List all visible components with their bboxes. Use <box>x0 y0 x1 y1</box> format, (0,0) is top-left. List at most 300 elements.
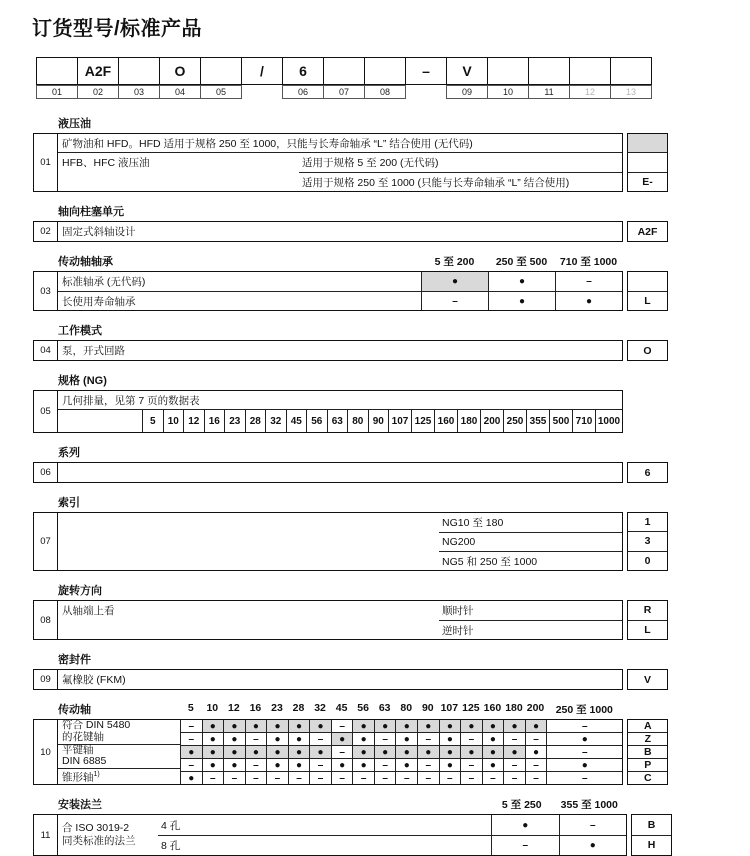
code-column <box>627 719 668 785</box>
section-content <box>58 719 623 785</box>
position-number-gap <box>405 85 447 99</box>
code-cell: R <box>643 604 652 617</box>
matrix-cell: ● <box>525 720 547 732</box>
matrix-cell: – <box>491 836 559 855</box>
header-cell: 12 <box>228 702 240 714</box>
size-row <box>58 410 622 432</box>
matrix-cell: – <box>202 772 224 784</box>
position-number: 04 <box>159 85 201 99</box>
row-label <box>58 720 180 744</box>
row-label <box>58 815 158 855</box>
matrix-cell: ● <box>202 720 224 732</box>
header-cell: 16 <box>204 410 225 432</box>
header-cell: 125 <box>411 410 434 432</box>
position-number-row <box>36 85 750 99</box>
matrix-cell: ● <box>309 720 331 732</box>
header-cell: 80 <box>347 410 368 432</box>
matrix-cell: ● <box>488 272 555 291</box>
position-cell: 04 <box>33 340 58 361</box>
matrix-cell: ● <box>266 759 288 771</box>
matrix-cell: ● <box>439 720 461 732</box>
matrix-cell: – <box>180 720 202 732</box>
code-cell: A <box>644 720 652 732</box>
matrix-cell: ● <box>288 746 310 758</box>
matrix-cell: ● <box>202 733 224 745</box>
matrix-cell: – <box>245 772 267 784</box>
matrix-cell: ● <box>223 733 245 745</box>
header-cell: 500 <box>549 410 572 432</box>
position-number: 10 <box>487 85 529 99</box>
code-cell: A2F <box>637 225 658 238</box>
header-cell: 180 <box>457 410 480 432</box>
code-box <box>36 57 78 85</box>
matrix-cell: – <box>421 292 488 310</box>
section-drive-shaft-bearing <box>33 255 750 311</box>
table-row <box>180 732 622 745</box>
table-row <box>180 720 622 732</box>
matrix-cell: ● <box>266 733 288 745</box>
table-row <box>158 815 626 835</box>
section-mounting-flange <box>33 798 750 856</box>
matrix-cell: – <box>546 720 622 732</box>
matrix-cell: ● <box>460 720 482 732</box>
matrix-cell: ● <box>266 720 288 732</box>
section-axial-piston-unit <box>33 205 750 242</box>
section-content <box>58 133 623 192</box>
code-cell: L <box>628 620 667 640</box>
row-label: HFB、HFC 液压油 <box>62 157 150 169</box>
code-box: 6 <box>282 57 324 85</box>
code-column <box>627 600 668 640</box>
header-cell: 710 <box>572 410 595 432</box>
matrix-cell: ● <box>525 746 547 758</box>
position-cell: 02 <box>33 221 58 242</box>
matrix-cell: ● <box>374 746 396 758</box>
row-label-line: 锥形轴$^{1)}$ <box>62 771 100 784</box>
header-cell: 10 <box>163 410 184 432</box>
footnote-marker: 1) <box>93 771 100 778</box>
header-cell: 5 <box>142 410 163 432</box>
column-header: 5 至 250 <box>501 799 542 811</box>
position-number: 06 <box>282 85 324 99</box>
header-cell: 12 <box>183 410 204 432</box>
section-content <box>58 271 623 311</box>
section-drive-shaft <box>33 703 750 785</box>
code-column <box>631 814 672 856</box>
header-cell: 1000 <box>595 410 622 432</box>
ordering-code-grid <box>36 57 750 99</box>
code-cell: B <box>628 745 667 758</box>
matrix-cell: ● <box>503 720 525 732</box>
table-row <box>180 771 622 784</box>
row-label <box>58 768 180 784</box>
empty-cell <box>58 410 142 432</box>
section-direction-of-rotation <box>33 584 750 640</box>
header-cell: 23 <box>271 702 283 714</box>
header-cell: 250 至 1000 <box>555 704 613 716</box>
matrix-cell: ● <box>559 836 627 855</box>
matrix-cell: – <box>245 759 267 771</box>
matrix-cell: – <box>288 772 310 784</box>
section-index <box>33 496 750 571</box>
matrix-cell: ● <box>352 746 374 758</box>
section-heading: 索引 <box>58 497 80 509</box>
header-cell: 56 <box>357 702 369 714</box>
section-heading: 密封件 <box>58 654 91 666</box>
row-label: 长使用寿命轴承 <box>62 295 136 308</box>
matrix-cell: ● <box>439 746 461 758</box>
code-cell: L <box>628 291 667 311</box>
row-label <box>58 744 180 769</box>
matrix-cell: ● <box>482 759 504 771</box>
table-row <box>58 463 622 482</box>
matrix-cell: ● <box>352 733 374 745</box>
position-number: 11 <box>528 85 570 99</box>
section-operating-mode <box>33 324 750 361</box>
position-cell: 08 <box>33 600 58 640</box>
matrix-cell: – <box>352 772 374 784</box>
matrix-cell: – <box>559 815 627 835</box>
code-box <box>364 57 406 85</box>
position-number: 13 <box>610 85 652 99</box>
table-row-group <box>58 153 622 210</box>
table-row: 氟橡胶 (FKM) <box>62 674 126 686</box>
matrix-cell: ● <box>352 720 374 732</box>
header-cell: 45 <box>335 702 348 714</box>
matrix-cell: – <box>180 733 202 745</box>
table-row: 逆时针 <box>439 620 622 639</box>
matrix-cell: ● <box>309 746 331 758</box>
header-cell: 125 <box>462 702 480 714</box>
matrix-cell: – <box>460 759 482 771</box>
matrix-cell: ● <box>395 733 417 745</box>
code-column <box>627 462 668 483</box>
matrix-cell: – <box>525 759 547 771</box>
matrix-cell: ● <box>331 733 353 745</box>
matrix-cell: ● <box>395 720 417 732</box>
header-cell: 90 <box>421 702 434 714</box>
table-row: 适用于规格 250 至 1000 (只能与长寿命轴承 “L” 结合使用) <box>299 172 622 191</box>
matrix-cell: ● <box>288 720 310 732</box>
matrix-cell: ● <box>395 759 417 771</box>
section-content <box>58 462 623 483</box>
code-cell: C <box>628 771 667 784</box>
matrix-cell: ● <box>202 746 224 758</box>
matrix-cell: ● <box>417 720 439 732</box>
matrix-cell: ● <box>223 720 245 732</box>
matrix-cell: – <box>331 772 353 784</box>
table-row <box>58 272 622 291</box>
matrix-cell: ● <box>245 746 267 758</box>
matrix-cell: ● <box>180 772 202 784</box>
matrix-cell: ● <box>546 759 622 771</box>
code-box: A2F <box>77 57 119 85</box>
section-content <box>58 600 623 640</box>
column-headers <box>488 797 623 812</box>
matrix-cell: ● <box>180 746 202 758</box>
matrix-cell: – <box>331 746 353 758</box>
header-cell: 28 <box>245 410 266 432</box>
matrix-cell: – <box>439 772 461 784</box>
section-heading: 传动轴 <box>58 704 91 716</box>
table-row: 固定式斜轴设计 <box>62 226 136 238</box>
header-cell: 250 <box>503 410 526 432</box>
code-separator: / <box>241 57 283 85</box>
table-row: 适用于规格 5 至 200 (无代码) <box>302 157 439 169</box>
position-number: 01 <box>36 85 78 99</box>
position-number: 09 <box>446 85 488 99</box>
code-cell: 3 <box>628 531 667 550</box>
matrix-cell: – <box>309 772 331 784</box>
matrix-cell: ● <box>439 733 461 745</box>
code-box <box>569 57 611 85</box>
table-row: 泵，开式回路 <box>62 345 125 357</box>
matrix-cell: ● <box>417 746 439 758</box>
column-header: 250 至 500 <box>495 256 548 268</box>
code-cell: 1 <box>644 516 651 529</box>
matrix-cell: ● <box>395 746 417 758</box>
header-cell: 107 <box>388 410 411 432</box>
matrix-cell: ● <box>331 759 353 771</box>
code-cell: B <box>647 818 656 831</box>
code-cell: E- <box>628 172 667 191</box>
section-content <box>58 221 623 242</box>
matrix-cell: ● <box>546 733 622 745</box>
code-cell <box>628 152 667 171</box>
matrix-cell: ● <box>488 292 555 310</box>
position-cell: 03 <box>33 271 58 311</box>
table-row: NG5 和 250 至 1000 <box>439 551 622 570</box>
section-content <box>58 390 623 433</box>
section-content <box>58 340 623 361</box>
matrix-cell: – <box>374 733 396 745</box>
table-row: 矿物油和 HFD。HFD 适用于规格 250 至 1000，只能与长寿命轴承 “L” 结合使用 (无代码) <box>58 134 622 153</box>
table-row: 顺时针 <box>442 605 474 617</box>
table-row <box>180 758 622 771</box>
section-series <box>33 446 750 483</box>
matrix-cell: ● <box>482 720 504 732</box>
matrix-cell: – <box>503 772 525 784</box>
column-header: 355 至 1000 <box>560 799 618 811</box>
header-cell: 56 <box>306 410 327 432</box>
code-column <box>627 669 668 690</box>
header-cell: 28 <box>292 702 305 714</box>
code-cell: 0 <box>628 551 667 570</box>
row-label-line: 符合 DIN 5480 <box>62 719 131 732</box>
matrix-cell: ● <box>503 746 525 758</box>
matrix-cell: – <box>460 733 482 745</box>
section-heading: 旋转方向 <box>58 585 102 597</box>
position-number: 08 <box>364 85 406 99</box>
matrix-cell: ● <box>352 759 374 771</box>
column-headers <box>180 702 622 717</box>
row-label-line: 同类标准的法兰 <box>62 835 136 847</box>
code-box <box>610 57 652 85</box>
table-row: NG10 至 180 <box>442 517 504 529</box>
code-column <box>627 271 668 311</box>
header-cell: 63 <box>327 410 348 432</box>
matrix-cell: ● <box>460 746 482 758</box>
code-cell: 6 <box>644 466 651 479</box>
row-label-line: DIN 6885 <box>62 755 107 768</box>
header-cell: 23 <box>224 410 245 432</box>
code-box: V <box>446 57 488 85</box>
matrix-cell: – <box>395 772 417 784</box>
matrix-cell: – <box>374 772 396 784</box>
code-box <box>323 57 365 85</box>
row-label-line: 合 ISO 3019-2 <box>62 822 130 834</box>
code-cell: Z <box>628 732 667 745</box>
code-separator: – <box>405 57 447 85</box>
section-content <box>58 814 627 856</box>
position-number-gap <box>241 85 283 99</box>
empty-cell <box>58 513 439 570</box>
matrix-cell: – <box>555 272 622 291</box>
code-box <box>487 57 529 85</box>
row-sublabel: 8 孔 <box>161 840 181 852</box>
header-cell: 5 <box>187 702 194 714</box>
header-cell: 10 <box>206 702 219 714</box>
column-header: 5 至 200 <box>434 256 475 268</box>
position-cell: 06 <box>33 462 58 483</box>
section-seals <box>33 653 750 690</box>
matrix-cell: – <box>482 772 504 784</box>
matrix-cell: – <box>525 733 547 745</box>
code-column <box>627 340 668 361</box>
position-number: 03 <box>118 85 160 99</box>
table-row: 几何排量，见第 7 页的数据表 <box>58 391 622 410</box>
table-row <box>180 745 622 758</box>
matrix-cell: – <box>417 733 439 745</box>
position-cell: 01 <box>33 133 58 192</box>
column-headers <box>421 254 622 269</box>
header-cell: 200 <box>526 702 545 714</box>
matrix-cell: – <box>417 772 439 784</box>
position-number: 05 <box>200 85 242 99</box>
header-cell: 45 <box>286 410 307 432</box>
header-cell: 355 <box>526 410 549 432</box>
header-cell: 200 <box>480 410 503 432</box>
code-box <box>528 57 570 85</box>
matrix-cell: ● <box>555 292 622 310</box>
matrix-cell: – <box>460 772 482 784</box>
row-label-line: 平键轴 <box>62 743 94 756</box>
section-content <box>58 669 623 690</box>
row-label-line: 的花键轴 <box>62 730 104 743</box>
row-label: 从轴端上看 <box>62 605 115 617</box>
matrix-cell: ● <box>223 746 245 758</box>
matrix-cell: ● <box>288 733 310 745</box>
code-column <box>627 512 668 571</box>
matrix-cell: – <box>374 759 396 771</box>
matrix-cell: – <box>266 772 288 784</box>
matrix-cell: ● <box>482 746 504 758</box>
matrix-cell: – <box>309 733 331 745</box>
header-cell: 160 <box>483 702 502 714</box>
position-cell: 05 <box>33 390 58 433</box>
header-cell: 160 <box>434 410 457 432</box>
matrix-cell: ● <box>288 759 310 771</box>
section-heading: 安装法兰 <box>58 799 102 811</box>
matrix-cell: ● <box>421 272 488 291</box>
section-heading: 系列 <box>58 447 80 459</box>
code-cell: P <box>628 758 667 771</box>
code-cell: H <box>632 835 671 856</box>
matrix-cell: – <box>223 772 245 784</box>
header-cell: 32 <box>265 410 286 432</box>
matrix-cell: ● <box>266 746 288 758</box>
header-cell: 32 <box>314 702 326 714</box>
matrix-cell: ● <box>439 759 461 771</box>
matrix-cell: ● <box>374 720 396 732</box>
section-heading: 液压油 <box>58 118 91 130</box>
matrix-cell: – <box>546 746 622 758</box>
header-cell: 16 <box>249 702 262 714</box>
column-header: 710 至 1000 <box>559 256 618 268</box>
matrix-cell: – <box>417 759 439 771</box>
matrix-cell: – <box>525 772 547 784</box>
section-content <box>58 512 623 571</box>
position-number: 07 <box>323 85 365 99</box>
section-heading: 工作模式 <box>58 325 102 337</box>
header-cell: 80 <box>400 702 413 714</box>
matrix-cell: – <box>331 720 353 732</box>
header-cell: 63 <box>378 702 391 714</box>
position-cell: 10 <box>33 719 58 785</box>
matrix-cell: – <box>503 759 525 771</box>
section-heading: 传动轴轴承 <box>58 256 113 268</box>
matrix-cell: – <box>180 759 202 771</box>
matrix-cell: ● <box>202 759 224 771</box>
matrix-cell: – <box>546 772 622 784</box>
position-cell: 07 <box>33 512 58 571</box>
matrix-cell: – <box>245 733 267 745</box>
table-row: NG200 <box>439 532 622 551</box>
section-size-ng <box>33 374 750 433</box>
matrix-cell: ● <box>223 759 245 771</box>
position-number: 02 <box>77 85 119 99</box>
code-column <box>627 221 668 242</box>
row-sublabel: 4 孔 <box>161 819 181 832</box>
matrix-cell: – <box>503 733 525 745</box>
section-heading: 规格 (NG) <box>58 375 107 387</box>
ordering-code-row <box>36 57 750 85</box>
row-label: 标准轴承 (无代码) <box>62 276 146 288</box>
position-cell: 11 <box>33 814 58 856</box>
matrix-cell: ● <box>482 733 504 745</box>
code-column <box>627 133 668 192</box>
page-title: 订货型号/标准产品 <box>32 18 203 40</box>
section-heading: 轴向柱塞单元 <box>58 206 124 218</box>
position-number: 12 <box>569 85 611 99</box>
code-cell <box>628 134 667 152</box>
matrix-cell: ● <box>245 720 267 732</box>
matrix-cell: – <box>309 759 331 771</box>
code-cell: V <box>643 673 651 686</box>
code-box <box>118 57 160 85</box>
code-cell <box>628 272 667 291</box>
code-box: O <box>159 57 201 85</box>
header-cell: 90 <box>368 410 389 432</box>
code-box <box>200 57 242 85</box>
table-row <box>158 835 626 855</box>
code-cell: O <box>643 344 652 357</box>
header-cell: 180 <box>505 702 523 714</box>
header-cell: 107 <box>440 702 459 714</box>
section-hydraulic-fluid <box>33 117 750 192</box>
table-row <box>58 291 622 310</box>
matrix-cell: ● <box>491 815 559 835</box>
